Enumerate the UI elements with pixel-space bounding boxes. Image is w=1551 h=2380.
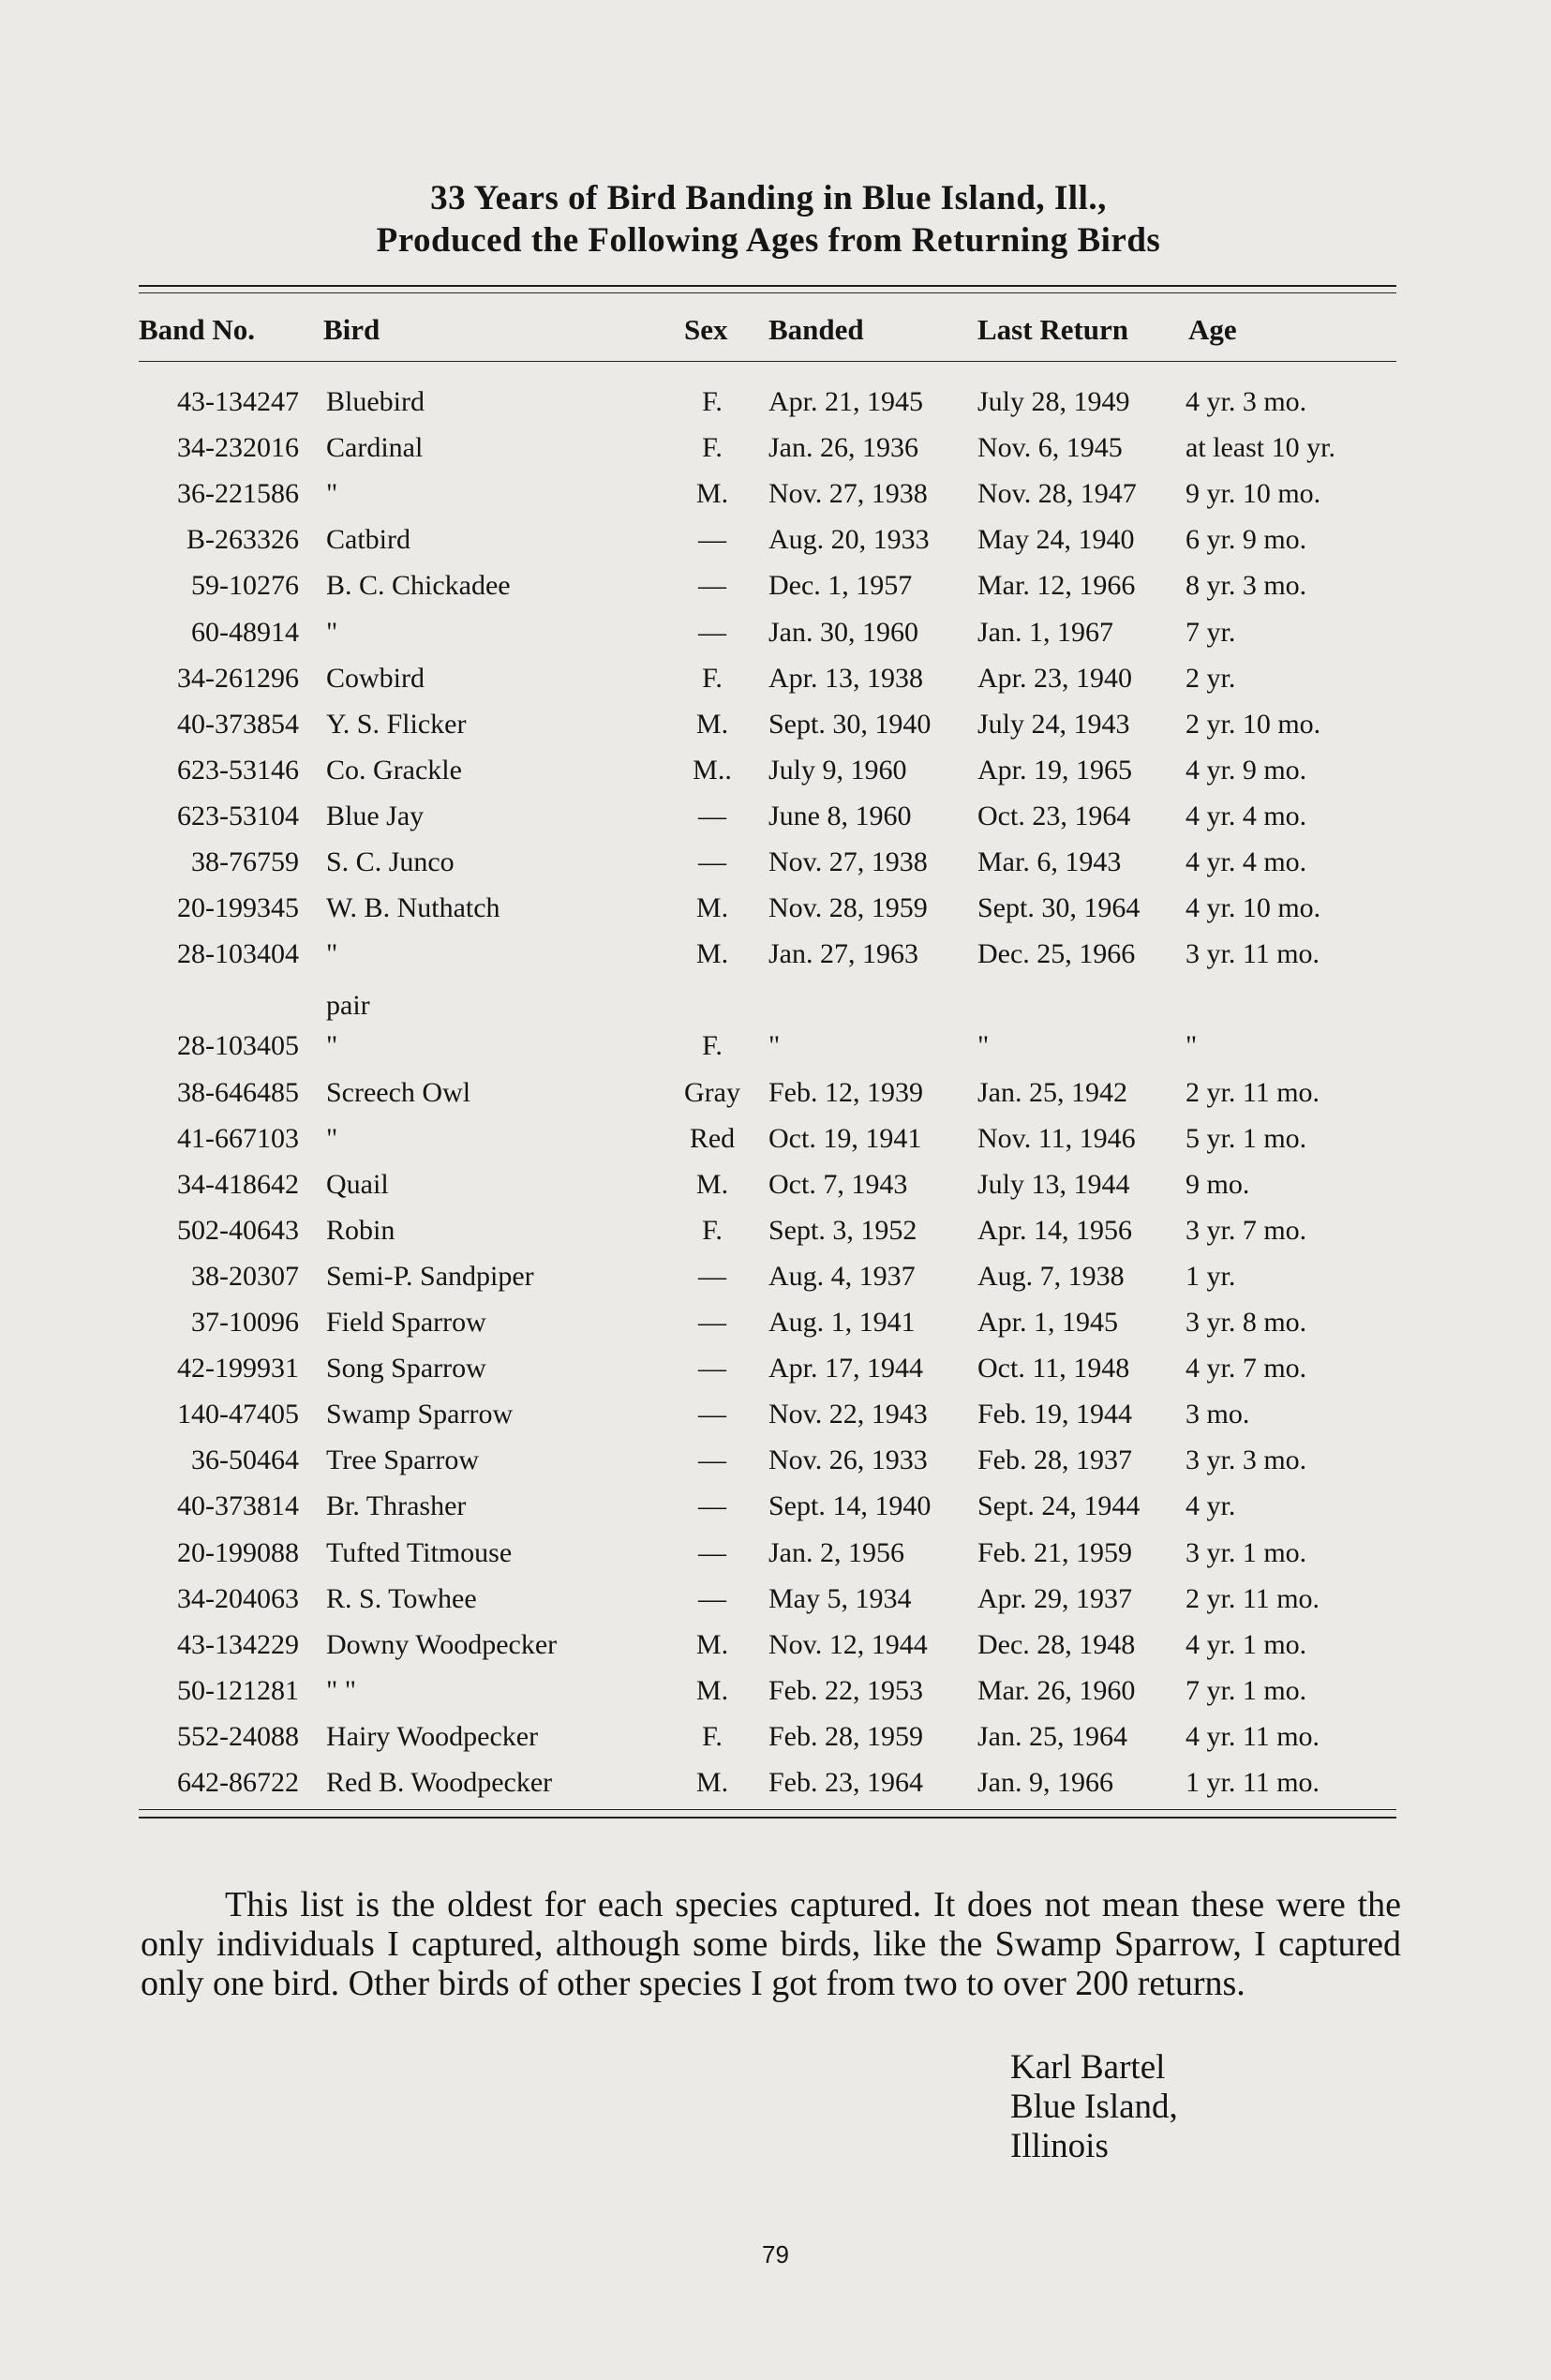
cell-last: Feb. 21, 1959 bbox=[977, 1536, 1132, 1568]
cell-band: 502-40643 bbox=[177, 1214, 299, 1246]
table-row bbox=[0, 516, 1551, 562]
cell-bird: Co. Grackle bbox=[326, 754, 462, 786]
cell-bird: Blue Jay bbox=[326, 800, 425, 831]
cell-age: 4 yr. 1 mo. bbox=[1186, 1628, 1307, 1660]
cell-last: Oct. 23, 1964 bbox=[977, 800, 1131, 831]
cell-bird: Cowbird bbox=[326, 662, 425, 694]
cell-sex: — bbox=[698, 800, 726, 831]
bottom-rule-2 bbox=[139, 1817, 1396, 1819]
cell-sex: — bbox=[698, 616, 726, 648]
cell-last: Jan. 25, 1942 bbox=[977, 1076, 1127, 1108]
cell-sex: F. bbox=[702, 662, 723, 694]
cell-bird: Hairy Woodpecker bbox=[326, 1720, 539, 1752]
cell-band: 34-204063 bbox=[177, 1582, 299, 1614]
table-row bbox=[0, 1207, 1551, 1253]
cell-band: 43-134247 bbox=[177, 386, 299, 417]
cell-last: Apr. 14, 1956 bbox=[977, 1214, 1132, 1246]
header-last-return: Last Return bbox=[977, 313, 1129, 346]
cell-sex: M. bbox=[695, 892, 729, 924]
table-row bbox=[0, 1530, 1551, 1576]
cell-last: July 24, 1943 bbox=[977, 708, 1130, 740]
table-row bbox=[0, 1345, 1551, 1391]
header-band-no: Band No. bbox=[139, 313, 256, 346]
cell-age: 2 yr. bbox=[1186, 662, 1236, 694]
cell-sex: Red bbox=[689, 1122, 736, 1154]
cell-banded: Feb. 22, 1953 bbox=[768, 1674, 923, 1706]
cell-sex: — bbox=[698, 1399, 726, 1430]
table-row bbox=[0, 1714, 1551, 1759]
cell-last: Feb. 28, 1937 bbox=[977, 1444, 1132, 1476]
signature-state: Illinois bbox=[1010, 2127, 1109, 2165]
header-banded: Banded bbox=[768, 313, 864, 346]
cell-last: " bbox=[977, 1030, 990, 1062]
cell-banded: Feb. 28, 1959 bbox=[768, 1720, 923, 1752]
cell-bird: Downy Woodpecker bbox=[326, 1628, 558, 1660]
cell-band: 40-373814 bbox=[177, 1490, 299, 1522]
cell-age: 4 yr. 7 mo. bbox=[1186, 1353, 1307, 1385]
cell-bird: " bbox=[326, 616, 338, 648]
cell-band: 41-667103 bbox=[177, 1122, 299, 1154]
cell-last: Apr. 23, 1940 bbox=[977, 662, 1132, 694]
cell-age: 4 yr. 10 mo. bbox=[1186, 892, 1321, 924]
cell-age: 7 yr. 1 mo. bbox=[1186, 1674, 1307, 1706]
cell-banded: June 8, 1960 bbox=[768, 800, 912, 831]
cell-band: 40-373854 bbox=[177, 708, 299, 740]
cell-bird: Tree Sparrow bbox=[326, 1444, 480, 1476]
cell-last: Apr. 1, 1945 bbox=[977, 1307, 1118, 1338]
table-row bbox=[0, 1759, 1551, 1805]
cell-banded: Nov. 27, 1938 bbox=[768, 846, 928, 877]
table-row bbox=[0, 1622, 1551, 1668]
cell-sex: F. bbox=[702, 386, 723, 417]
table-row bbox=[0, 379, 1551, 425]
cell-banded: Nov. 22, 1943 bbox=[768, 1399, 928, 1430]
cell-band: 28-103405 bbox=[177, 1030, 299, 1062]
cell-band: 34-418642 bbox=[177, 1168, 299, 1200]
cell-sex: — bbox=[698, 1536, 726, 1568]
cell-banded: Oct. 19, 1941 bbox=[768, 1122, 922, 1154]
signature-name: Karl Bartel bbox=[1010, 2048, 1166, 2087]
cell-sex: M. bbox=[695, 1674, 729, 1706]
cell-sex: — bbox=[698, 1582, 726, 1614]
cell-bird: Swamp Sparrow bbox=[326, 1399, 514, 1430]
cell-age: 3 yr. 8 mo. bbox=[1186, 1307, 1307, 1338]
cell-last: Jan. 9, 1966 bbox=[977, 1767, 1113, 1798]
cell-sex: F. bbox=[702, 1030, 723, 1062]
table-row bbox=[0, 609, 1551, 655]
cell-band: 38-20307 bbox=[191, 1260, 299, 1292]
top-rule-1 bbox=[139, 285, 1396, 287]
cell-banded: Aug. 20, 1933 bbox=[768, 524, 930, 556]
cell-age: 4 yr. 11 mo. bbox=[1186, 1720, 1320, 1752]
cell-age: 3 yr. 3 mo. bbox=[1186, 1444, 1307, 1476]
cell-sex: — bbox=[698, 1353, 726, 1385]
cell-band: 642-86722 bbox=[177, 1767, 299, 1798]
cell-age: 3 yr. 11 mo. bbox=[1186, 938, 1320, 970]
cell-age: 2 yr. 11 mo. bbox=[1186, 1076, 1320, 1108]
cell-age: 4 yr. 4 mo. bbox=[1186, 846, 1307, 877]
cell-last: Apr. 29, 1937 bbox=[977, 1582, 1132, 1614]
cell-banded: " bbox=[768, 1030, 781, 1062]
cell-sex: — bbox=[698, 1307, 726, 1338]
cell-age: 1 yr. 11 mo. bbox=[1186, 1767, 1320, 1798]
cell-bird: Red B. Woodpecker bbox=[326, 1767, 553, 1798]
cell-last: Apr. 19, 1965 bbox=[977, 754, 1132, 786]
page-title-line-2: Produced the Following Ages from Returning Birds bbox=[376, 221, 1161, 260]
table-row bbox=[0, 1576, 1551, 1622]
cell-age: at least 10 yr. bbox=[1186, 432, 1335, 464]
header-sex: Sex bbox=[684, 313, 728, 346]
cell-banded: Jan. 27, 1963 bbox=[768, 938, 918, 970]
cell-band: 623-53104 bbox=[177, 800, 299, 831]
cell-age: 8 yr. 3 mo. bbox=[1186, 570, 1307, 602]
cell-age: 7 yr. bbox=[1186, 616, 1236, 648]
page-title-line-1: 33 Years of Bird Banding in Blue Island, Ill., bbox=[430, 179, 1107, 217]
cell-bird: R. S. Towhee bbox=[326, 1582, 477, 1614]
table-row bbox=[0, 1437, 1551, 1483]
cell-band: 59-10276 bbox=[191, 570, 299, 602]
cell-band: 28-103404 bbox=[177, 938, 299, 970]
table-row bbox=[0, 425, 1551, 471]
cell-last: July 13, 1944 bbox=[977, 1168, 1130, 1200]
cell-last: Jan. 25, 1964 bbox=[977, 1720, 1127, 1752]
cell-sex: M. bbox=[695, 1628, 729, 1660]
cell-band: 43-134229 bbox=[177, 1628, 299, 1660]
cell-band: 36-50464 bbox=[191, 1444, 299, 1476]
cell-sex: M. bbox=[695, 1168, 729, 1200]
cell-banded: July 9, 1960 bbox=[768, 754, 907, 786]
cell-sex: Gray bbox=[684, 1076, 740, 1108]
cell-sex: M. bbox=[695, 938, 729, 970]
cell-band: 140-47405 bbox=[177, 1399, 299, 1430]
cell-banded: Sept. 30, 1940 bbox=[768, 708, 932, 740]
top-rule-2 bbox=[139, 292, 1396, 293]
cell-last: Jan. 1, 1967 bbox=[977, 616, 1113, 648]
pair-label: pair bbox=[326, 990, 370, 1021]
cell-banded: Nov. 28, 1959 bbox=[768, 892, 928, 924]
cell-band: 50-121281 bbox=[177, 1674, 299, 1706]
cell-band: 60-48914 bbox=[191, 616, 299, 648]
cell-band: 552-24088 bbox=[177, 1720, 299, 1752]
table-row bbox=[0, 1483, 1551, 1529]
cell-banded: Aug. 4, 1937 bbox=[768, 1260, 916, 1292]
cell-banded: Nov. 27, 1938 bbox=[768, 478, 928, 510]
cell-bird: Robin bbox=[326, 1214, 395, 1246]
cell-bird: Bluebird bbox=[326, 386, 425, 417]
cell-bird: Y. S. Flicker bbox=[326, 708, 467, 740]
cell-age: 1 yr. bbox=[1186, 1260, 1236, 1292]
table-row bbox=[0, 1023, 1551, 1069]
cell-last: July 28, 1949 bbox=[977, 386, 1130, 417]
cell-last: Nov. 6, 1945 bbox=[977, 432, 1123, 464]
cell-sex: M. bbox=[695, 708, 729, 740]
cell-bird: Screech Owl bbox=[326, 1076, 471, 1108]
cell-bird: B. C. Chickadee bbox=[326, 570, 511, 602]
cell-banded: Oct. 7, 1943 bbox=[768, 1168, 908, 1200]
table-row bbox=[0, 471, 1551, 516]
cell-banded: Dec. 1, 1957 bbox=[768, 570, 913, 602]
cell-band: B-263326 bbox=[186, 524, 299, 556]
cell-banded: Sept. 3, 1952 bbox=[768, 1214, 917, 1246]
cell-banded: Jan. 30, 1960 bbox=[768, 616, 918, 648]
cell-banded: Aug. 1, 1941 bbox=[768, 1307, 916, 1338]
cell-banded: Feb. 12, 1939 bbox=[768, 1076, 923, 1108]
cell-band: 623-53146 bbox=[177, 754, 299, 786]
cell-bird: W. B. Nuthatch bbox=[326, 892, 500, 924]
cell-last: Nov. 11, 1946 bbox=[977, 1122, 1136, 1154]
cell-sex: — bbox=[698, 1444, 726, 1476]
table-row bbox=[0, 1299, 1551, 1345]
cell-bird: Catbird bbox=[326, 524, 410, 556]
header-rule bbox=[139, 361, 1396, 362]
cell-bird: Br. Thrasher bbox=[326, 1490, 467, 1522]
cell-banded: Nov. 26, 1933 bbox=[768, 1444, 928, 1476]
cell-band: 20-199088 bbox=[177, 1536, 299, 1568]
cell-bird: " bbox=[326, 938, 338, 970]
cell-last: Sept. 24, 1944 bbox=[977, 1490, 1141, 1522]
table-row bbox=[0, 885, 1551, 931]
signature-city: Blue Island, bbox=[1010, 2088, 1178, 2126]
cell-last: Dec. 28, 1948 bbox=[977, 1628, 1136, 1660]
cell-age: 4 yr. bbox=[1186, 1490, 1236, 1522]
cell-bird: Cardinal bbox=[326, 432, 424, 464]
cell-sex: F. bbox=[702, 1720, 723, 1752]
cell-bird: " bbox=[326, 1122, 338, 1154]
cell-age: 2 yr. 10 mo. bbox=[1186, 708, 1321, 740]
bottom-rule-1 bbox=[139, 1809, 1396, 1810]
table-row bbox=[0, 1391, 1551, 1437]
cell-bird: Semi-P. Sandpiper bbox=[326, 1260, 534, 1292]
cell-sex: M.. bbox=[693, 754, 732, 786]
cell-bird: " bbox=[326, 1030, 338, 1062]
table-row bbox=[0, 1115, 1551, 1161]
cell-last: Dec. 25, 1966 bbox=[977, 938, 1136, 970]
cell-age: 4 yr. 4 mo. bbox=[1186, 800, 1307, 831]
table-row bbox=[0, 1070, 1551, 1115]
cell-last: Nov. 28, 1947 bbox=[977, 478, 1137, 510]
table-row bbox=[0, 1161, 1551, 1207]
cell-age: 9 yr. 10 mo. bbox=[1186, 478, 1321, 510]
table-row bbox=[0, 747, 1551, 793]
cell-band: 38-76759 bbox=[191, 846, 299, 877]
table-row bbox=[0, 562, 1551, 608]
cell-sex: — bbox=[698, 524, 726, 556]
cell-last: May 24, 1940 bbox=[977, 524, 1135, 556]
table-row bbox=[0, 793, 1551, 839]
header-age: Age bbox=[1188, 313, 1237, 346]
cell-last: Aug. 7, 1938 bbox=[977, 1260, 1125, 1292]
cell-age: 5 yr. 1 mo. bbox=[1186, 1122, 1307, 1154]
cell-age: 6 yr. 9 mo. bbox=[1186, 524, 1307, 556]
cell-band: 36-221586 bbox=[177, 478, 299, 510]
page-number: 79 bbox=[762, 2240, 789, 2268]
cell-age: 2 yr. 11 mo. bbox=[1186, 1582, 1320, 1614]
cell-banded: Apr. 21, 1945 bbox=[768, 386, 923, 417]
cell-sex: — bbox=[698, 1490, 726, 1522]
cell-sex: M. bbox=[695, 478, 729, 510]
cell-band: 34-261296 bbox=[177, 662, 299, 694]
cell-bird: S. C. Junco bbox=[326, 846, 455, 877]
cell-bird: Tufted Titmouse bbox=[326, 1536, 513, 1568]
cell-last: Sept. 30, 1964 bbox=[977, 892, 1141, 924]
cell-age: 3 mo. bbox=[1186, 1399, 1250, 1430]
cell-age: 3 yr. 1 mo. bbox=[1186, 1536, 1307, 1568]
cell-banded: Jan. 26, 1936 bbox=[768, 432, 918, 464]
cell-banded: Nov. 12, 1944 bbox=[768, 1628, 928, 1660]
cell-last: Mar. 26, 1960 bbox=[977, 1674, 1136, 1706]
cell-band: 38-646485 bbox=[177, 1076, 299, 1108]
header-bird: Bird bbox=[323, 313, 380, 346]
cell-banded: Feb. 23, 1964 bbox=[768, 1767, 923, 1798]
cell-age: 4 yr. 3 mo. bbox=[1186, 386, 1307, 417]
cell-last: Mar. 6, 1943 bbox=[977, 846, 1122, 877]
footnote-paragraph: This list is the oldest for each species captured. It does not mean these were the only individuals I captured, although some birds, like the Swamp Sparrow, I captured only one bird. Other birds of other species I got from two to over 200 returns. bbox=[141, 1885, 1401, 2003]
cell-bird: Quail bbox=[326, 1168, 389, 1200]
cell-banded: Apr. 13, 1938 bbox=[768, 662, 923, 694]
cell-last: Mar. 12, 1966 bbox=[977, 570, 1136, 602]
cell-banded: Apr. 17, 1944 bbox=[768, 1353, 923, 1385]
table-row bbox=[0, 1253, 1551, 1299]
cell-sex: F. bbox=[702, 1214, 723, 1246]
table-row bbox=[0, 701, 1551, 747]
cell-bird: Field Sparrow bbox=[326, 1307, 486, 1338]
cell-bird: " bbox=[326, 478, 338, 510]
cell-banded: Sept. 14, 1940 bbox=[768, 1490, 932, 1522]
cell-age: " bbox=[1186, 1030, 1198, 1062]
cell-sex: — bbox=[698, 1260, 726, 1292]
cell-band: 34-232016 bbox=[177, 432, 299, 464]
cell-bird: Song Sparrow bbox=[326, 1353, 486, 1385]
cell-age: 9 mo. bbox=[1186, 1168, 1250, 1200]
cell-last: Oct. 11, 1948 bbox=[977, 1353, 1130, 1385]
cell-band: 42-199931 bbox=[177, 1353, 299, 1385]
cell-sex: — bbox=[698, 846, 726, 877]
table-row bbox=[0, 1668, 1551, 1714]
cell-bird: " " bbox=[326, 1674, 356, 1706]
cell-sex: M. bbox=[695, 1767, 729, 1798]
cell-band: 20-199345 bbox=[177, 892, 299, 924]
table-row bbox=[0, 655, 1551, 701]
cell-banded: May 5, 1934 bbox=[768, 1582, 912, 1614]
cell-band: 37-10096 bbox=[191, 1307, 299, 1338]
cell-banded: Jan. 2, 1956 bbox=[768, 1536, 904, 1568]
table-row bbox=[0, 931, 1551, 977]
cell-age: 3 yr. 7 mo. bbox=[1186, 1214, 1307, 1246]
cell-sex: — bbox=[698, 570, 726, 602]
cell-sex: F. bbox=[702, 432, 723, 464]
table-row bbox=[0, 839, 1551, 885]
cell-age: 4 yr. 9 mo. bbox=[1186, 754, 1307, 786]
cell-last: Feb. 19, 1944 bbox=[977, 1399, 1132, 1430]
